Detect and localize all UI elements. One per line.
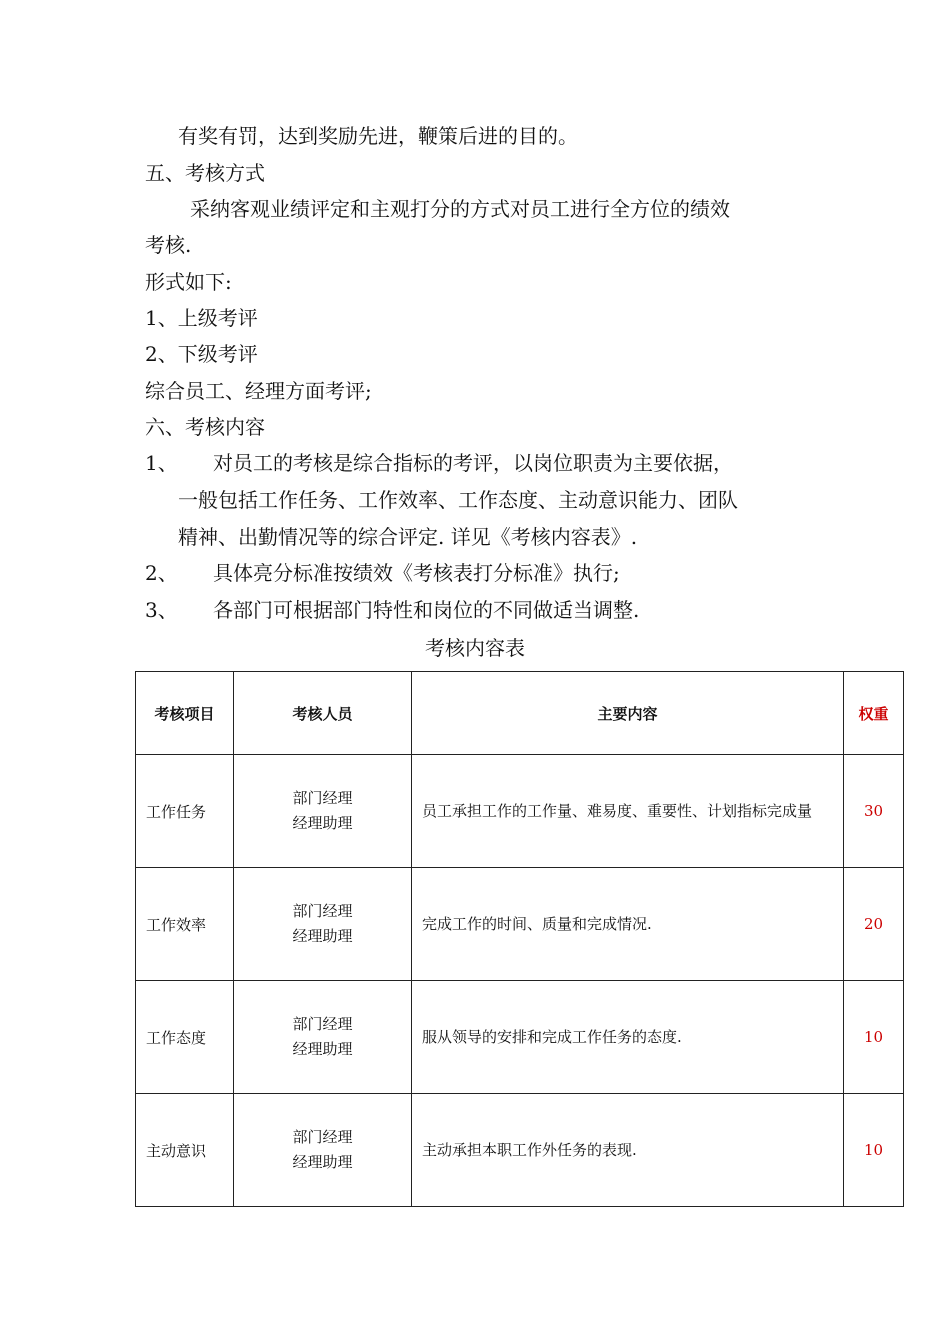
numbered-item-1 [145,451,733,475]
paragraph-forms: 形式如下: [145,270,232,294]
item-number: 2、 [145,561,178,585]
cell-item: 工作态度 [136,981,234,1094]
people-line: 经理助理 [292,814,353,832]
numbered-item-3 [145,598,639,622]
list-item-2: 2、下级考评 [145,342,258,366]
people-line: 部门经理 [292,902,353,920]
item-number: 1、 [145,451,178,475]
list-item-3: 综合员工、经理方面考评; [145,379,372,403]
numbered-item-1-line2: 一般包括工作任务、工作效率、工作态度、主动意识能力、团队 [178,488,738,512]
people-line: 部门经理 [292,1128,353,1146]
cell-people [234,1094,412,1207]
section-heading-5: 五、考核方式 [145,161,265,185]
cell-people [234,981,412,1094]
table-row [136,1094,904,1207]
paragraph-method: 采纳客观业绩评定和主观打分的方式对员工进行全方位的绩效 [190,197,730,221]
table-header-row [136,672,904,755]
item-text: 各部门可根据部门特性和岗位的不同做适当调整. [213,598,640,622]
cell-people [234,868,412,981]
cell-people [234,755,412,868]
cell-weight: 30 [844,755,904,868]
cell-item: 工作任务 [136,755,234,868]
cell-content: 员工承担工作的工作量、难易度、重要性、计划指标完成量 [412,755,844,868]
header-item: 考核项目 [136,672,234,755]
item-number: 3、 [145,598,178,622]
item-text: 对员工的考核是综合指标的考评，以岗位职责为主要依据， [213,451,733,475]
people-line: 经理助理 [292,927,353,945]
people-line: 部门经理 [292,789,353,807]
people-line: 经理助理 [292,1153,353,1171]
cell-weight: 10 [844,1094,904,1207]
table-row [136,868,904,981]
cell-weight: 10 [844,981,904,1094]
cell-content: 完成工作的时间、质量和完成情况. [412,868,844,981]
cell-item: 工作效率 [136,868,234,981]
numbered-item-1-line3: 精神、出勤情况等的综合评定. 详见《考核内容表》. [178,525,638,549]
table-caption: 考核内容表 [425,636,525,660]
people-line: 经理助理 [292,1040,353,1058]
numbered-item-2 [145,561,620,585]
cell-content: 服从领导的安排和完成工作任务的态度. [412,981,844,1094]
paragraph-reward: 有奖有罚，达到奖励先进，鞭策后进的目的。 [178,124,578,148]
section-heading-6: 六、考核内容 [145,415,265,439]
item-text: 具体亮分标准按绩效《考核表打分标准》执行; [213,561,620,585]
cell-content: 主动承担本职工作外任务的表现. [412,1094,844,1207]
cell-item: 主动意识 [136,1094,234,1207]
cell-weight: 20 [844,868,904,981]
header-people: 考核人员 [234,672,412,755]
header-weight: 权重 [844,672,904,755]
table-row [136,755,904,868]
assessment-table [135,671,904,1207]
table-row [136,981,904,1094]
people-line: 部门经理 [292,1015,353,1033]
paragraph-method-cont: 考核. [145,233,192,257]
header-content: 主要内容 [412,672,844,755]
list-item-1: 1、上级考评 [145,306,258,330]
